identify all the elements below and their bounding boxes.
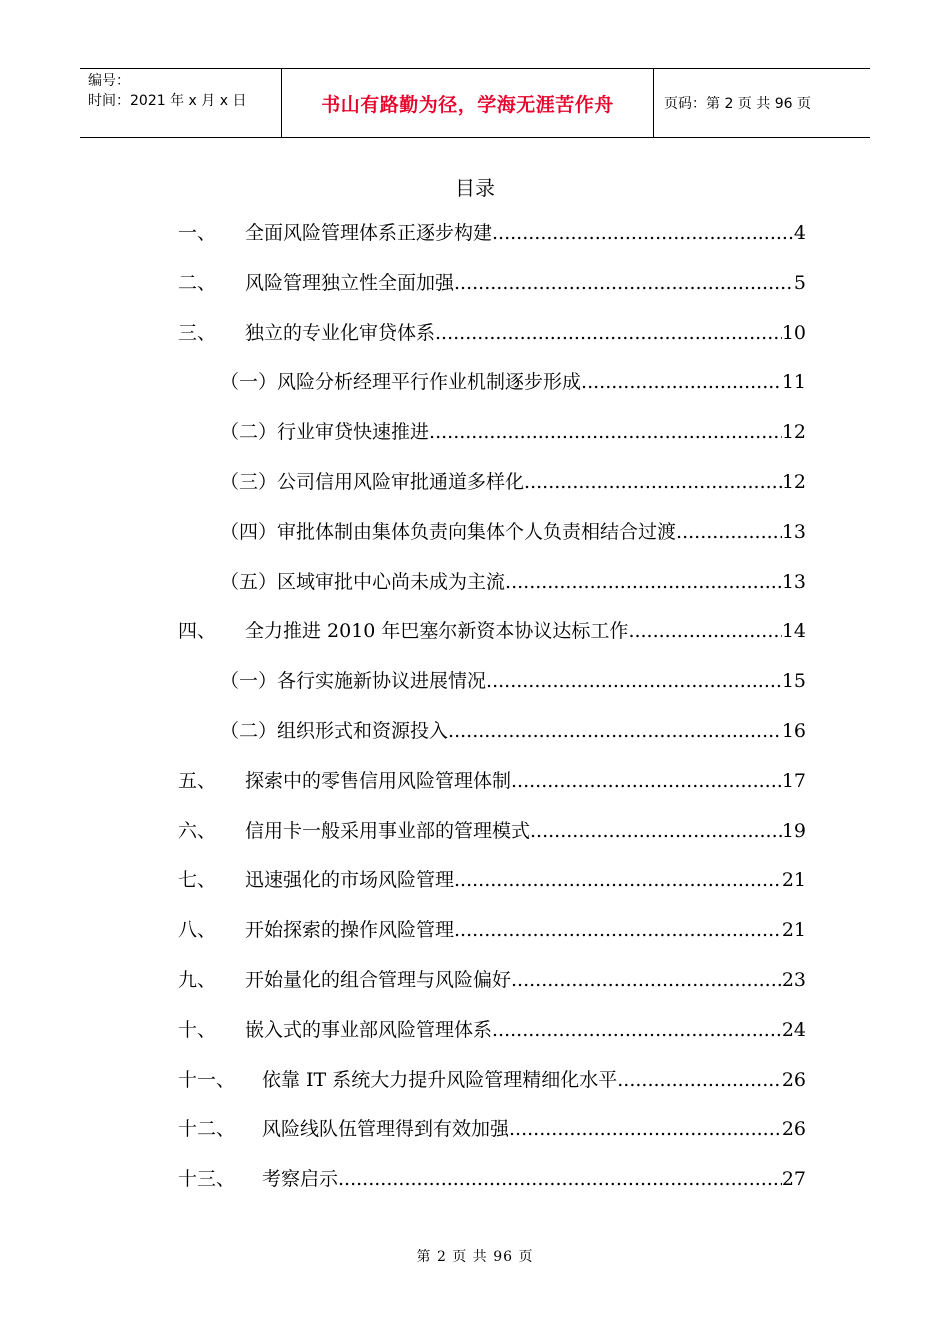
toc-entry-number: （五） xyxy=(220,570,278,593)
toc-entry-number: 二、 xyxy=(178,271,217,294)
toc-entry-page: 24 xyxy=(781,1018,806,1041)
toc-entry[interactable] xyxy=(178,218,806,268)
toc-entry-label: 审批体制由集体负责向集体个人负责相结合过渡 xyxy=(277,520,677,543)
toc-entry[interactable] xyxy=(178,616,806,666)
toc-entry-number: （二） xyxy=(220,421,278,444)
document-date: 时间：2021 年 x 月 x 日 xyxy=(88,93,247,109)
toc-leader-dots xyxy=(454,919,782,941)
toc-entry-page: 12 xyxy=(781,470,806,493)
toc-leader-dots xyxy=(505,571,782,593)
header-motto: 书山有路勤为径，学海无涯苦作舟 xyxy=(282,69,654,137)
toc-entry-number: 十、 xyxy=(178,1018,217,1041)
header-meta xyxy=(80,69,282,137)
toc-leader-dots xyxy=(454,272,794,294)
toc-entry-label: 风险管理独立性全面加强 xyxy=(245,271,455,294)
toc-subentry[interactable] xyxy=(178,716,806,766)
toc-leader-dots xyxy=(628,620,781,642)
toc-entry-number: （一） xyxy=(220,670,278,693)
toc-subentry[interactable] xyxy=(178,467,806,517)
toc-entry-label: 考察启示 xyxy=(262,1168,339,1191)
toc-entry-number: （二） xyxy=(220,719,278,742)
toc-entry-number: 五、 xyxy=(178,769,217,792)
toc-leader-dots xyxy=(511,969,782,991)
toc-title: 目录 xyxy=(455,176,495,200)
page-header xyxy=(80,68,870,138)
toc-entry-number: 四、 xyxy=(178,620,217,643)
toc-entry-number: （四） xyxy=(220,520,278,543)
toc-entry[interactable] xyxy=(178,1065,806,1115)
toc-entry-label: 信用卡一般采用事业部的管理模式 xyxy=(245,819,531,842)
toc-entry-page: 21 xyxy=(781,869,806,892)
toc-entry[interactable] xyxy=(178,1015,806,1065)
toc-entry-number: 九、 xyxy=(178,968,217,991)
toc-entry[interactable] xyxy=(178,865,806,915)
toc-entry-number: 十三、 xyxy=(178,1168,236,1191)
toc-entry-label: 嵌入式的事业部风险管理体系 xyxy=(245,1018,493,1041)
toc-leader-dots xyxy=(617,1069,782,1091)
toc-subentry[interactable] xyxy=(178,666,806,716)
toc-entry-page: 4 xyxy=(793,222,806,244)
toc-entry-page: 10 xyxy=(781,321,806,344)
toc-entry[interactable] xyxy=(178,1164,806,1214)
toc-subentry[interactable] xyxy=(178,567,806,617)
toc-entry[interactable] xyxy=(178,1114,806,1164)
toc-entry-page: 27 xyxy=(781,1168,806,1191)
toc-leader-dots xyxy=(492,222,794,244)
toc-entry-label: 依靠 IT 系统大力提升风险管理精细化水平 xyxy=(262,1068,618,1091)
toc-leader-dots xyxy=(448,720,782,742)
toc-entry-page: 5 xyxy=(793,271,806,294)
toc-entry[interactable] xyxy=(178,268,806,318)
toc-entry-page: 23 xyxy=(781,968,806,991)
toc-leader-dots xyxy=(676,521,782,543)
toc-entry-page: 26 xyxy=(781,1118,806,1141)
toc-entry-label: 开始探索的操作风险管理 xyxy=(245,919,455,942)
toc-leader-dots xyxy=(511,770,782,792)
toc-entry-number: 十二、 xyxy=(178,1118,236,1141)
toc-subentry[interactable] xyxy=(178,367,806,417)
toc-entry-label: 独立的专业化审贷体系 xyxy=(245,321,436,344)
toc-entry-number: 七、 xyxy=(178,869,217,892)
toc-entry-page: 15 xyxy=(781,670,806,693)
header-page-info: 页码：第 2 页 共 96 页 xyxy=(664,96,811,112)
toc-leader-dots xyxy=(338,1168,782,1190)
toc-entry-label: 各行实施新协议进展情况 xyxy=(277,670,487,693)
toc-entry-label: 风险分析经理平行作业机制逐步形成 xyxy=(277,371,582,394)
toc-leader-dots xyxy=(524,471,782,493)
toc-entry-page: 11 xyxy=(781,371,806,394)
toc-entry-label: 探索中的零售信用风险管理体制 xyxy=(245,769,512,792)
toc-entry-label: 迅速强化的市场风险管理 xyxy=(245,869,455,892)
toc-entry-page: 16 xyxy=(781,719,806,742)
toc-entry-number: 六、 xyxy=(178,819,217,842)
toc-entry-page: 13 xyxy=(781,570,806,593)
toc-entry-page: 19 xyxy=(781,819,806,842)
toc-entry-number: 十一、 xyxy=(178,1068,236,1091)
table-of-contents xyxy=(178,218,806,1214)
toc-entry-page: 21 xyxy=(781,919,806,942)
toc-entry-page: 13 xyxy=(781,520,806,543)
toc-entry-number: （三） xyxy=(220,470,278,493)
toc-entry-label: 开始量化的组合管理与风险偏好 xyxy=(245,968,512,991)
toc-leader-dots xyxy=(435,322,782,344)
toc-leader-dots xyxy=(581,371,782,393)
toc-entry-page: 17 xyxy=(781,769,806,792)
toc-leader-dots xyxy=(492,1019,782,1041)
toc-entry[interactable] xyxy=(178,816,806,866)
toc-leader-dots xyxy=(429,421,782,443)
toc-entry-label: 公司信用风险审批通道多样化 xyxy=(277,470,525,493)
toc-entry-number: （一） xyxy=(220,371,278,394)
toc-entry-label: 行业审贷快速推进 xyxy=(277,421,430,444)
toc-entry-page: 12 xyxy=(781,421,806,444)
page-footer: 第 2 页 共 96 页 xyxy=(416,1249,534,1265)
toc-entry[interactable] xyxy=(178,766,806,816)
toc-subentry[interactable] xyxy=(178,417,806,467)
toc-entry-number: 一、 xyxy=(178,222,217,244)
toc-entry-label: 组织形式和资源投入 xyxy=(277,719,449,742)
toc-entry[interactable] xyxy=(178,318,806,368)
toc-entry[interactable] xyxy=(178,965,806,1015)
toc-entry-label: 全力推进 2010 年巴塞尔新资本协议达标工作 xyxy=(245,620,629,643)
toc-entry-page: 14 xyxy=(781,620,806,643)
document-number-label: 编号： xyxy=(88,73,130,89)
toc-entry-label: 风险线队伍管理得到有效加强 xyxy=(262,1118,510,1141)
toc-subentry[interactable] xyxy=(178,517,806,567)
toc-leader-dots xyxy=(530,820,782,842)
toc-entry-number: 三、 xyxy=(178,321,217,344)
toc-leader-dots xyxy=(509,1118,782,1140)
toc-entry-number: 八、 xyxy=(178,919,217,942)
toc-entry-label: 全面风险管理体系正逐步构建 xyxy=(245,222,493,244)
toc-entry-page: 26 xyxy=(781,1068,806,1091)
toc-leader-dots xyxy=(454,869,782,891)
toc-entry[interactable] xyxy=(178,915,806,965)
toc-entry-label: 区域审批中心尚未成为主流 xyxy=(277,570,506,593)
toc-leader-dots xyxy=(486,670,782,692)
